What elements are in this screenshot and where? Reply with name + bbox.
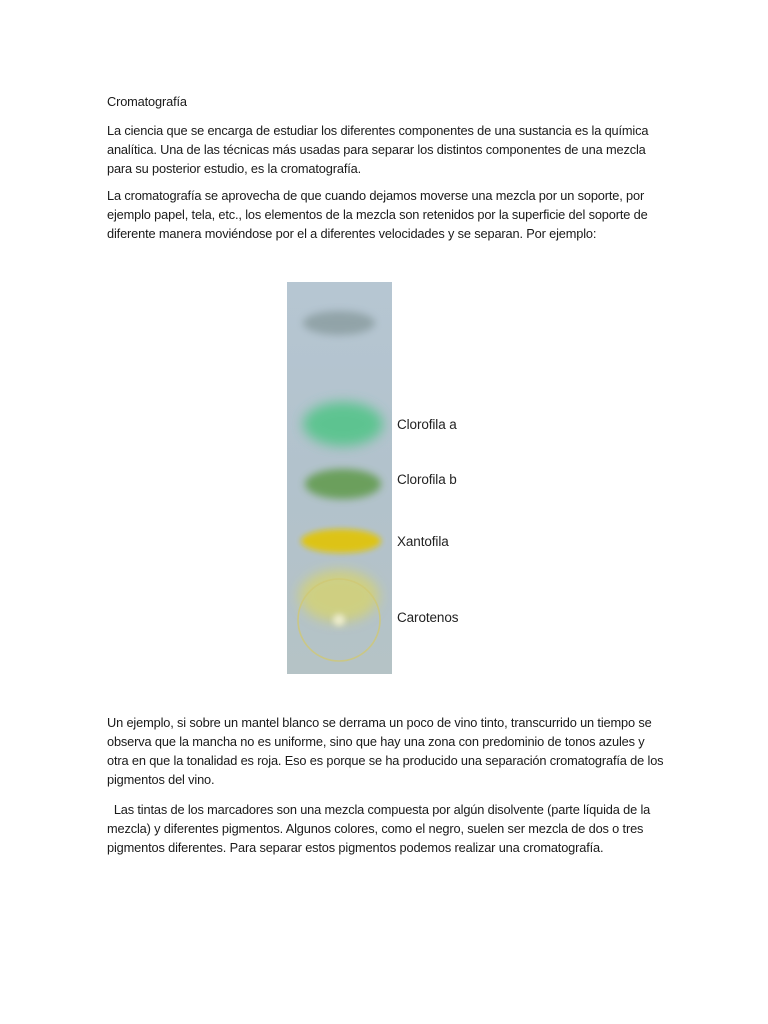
label-xantofila: Xantofila bbox=[397, 534, 449, 549]
paragraph-markers: Las tintas de los marcadores son una mezcla compuesta por algún disolvente (parte líquida de la mezcla) y diferentes pigmentos. Algunos colores, como el negro, suelen ser mezcla de dos o tres pigmentos diferentes. Para separar estos pigmentos podemos realizar una cromatografía. bbox=[107, 802, 654, 855]
origin-spot bbox=[333, 614, 345, 626]
paragraph-wine-example: Un ejemplo, si sobre un mantel blanco se derrama un poco de vino tinto, transcurrido un tiempo se observa que la mancha no es uniforme, sino que hay una zona con predominio de tonos azules y otra en que la tonalidad es roja. Eso es porque se ha producido una separación cromatografía de los pigmentos del vino. bbox=[107, 715, 664, 787]
band-xantofila bbox=[301, 529, 381, 553]
chromatography-figure bbox=[287, 282, 392, 674]
paragraph-intro: La ciencia que se encarga de estudiar los diferentes componentes de una sustancia es la química analítica. Una de las técnicas más usadas para separar los distintos componentes de una mezcla para su posterior estudio, es la cromatografía. bbox=[107, 123, 649, 176]
document-title: Cromatografía bbox=[107, 94, 187, 109]
paragraph-explanation: La cromatografía se aprovecha de que cuando dejamos moverse una mezcla por un soporte, por ejemplo papel, tela, etc., los elementos de la mezcla son retenidos por la superficie del soporte de diferente manera moviéndose por el a diferentes velocidades y se separan. Por ejemplo: bbox=[107, 188, 648, 241]
top-band bbox=[303, 311, 375, 335]
band-clorofila-b bbox=[305, 469, 381, 499]
label-clorofila-b: Clorofila b bbox=[397, 472, 457, 487]
label-carotenos: Carotenos bbox=[397, 610, 459, 625]
band-clorofila-a bbox=[303, 402, 383, 446]
chromatography-strip bbox=[287, 282, 392, 674]
label-clorofila-a: Clorofila a bbox=[397, 417, 457, 432]
